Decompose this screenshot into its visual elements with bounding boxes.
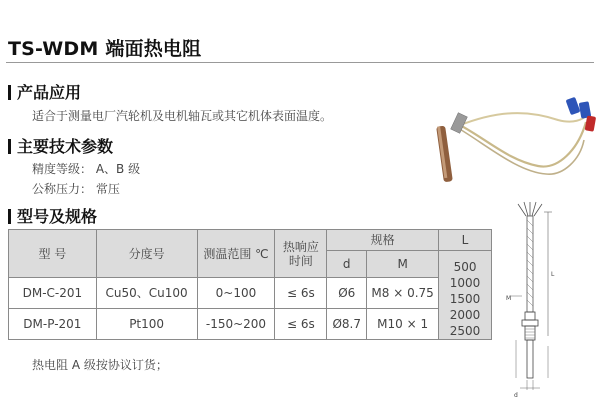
application-text: 适合于测量电厂汽轮机及电机轴瓦或其它机体表面温度。 bbox=[32, 109, 333, 123]
lead-wire bbox=[458, 122, 586, 167]
l-value: 2500 bbox=[449, 324, 481, 338]
lead-wire bbox=[458, 113, 588, 126]
section-heading-text: 型号及规格 bbox=[17, 207, 98, 226]
header-range: 测温范围 ℃ bbox=[197, 230, 275, 278]
header-response-line2: 时间 bbox=[288, 253, 313, 268]
section-heading-application bbox=[8, 80, 81, 103]
section-bar bbox=[8, 209, 11, 224]
l-value: 1000 bbox=[449, 276, 481, 290]
cell-m: M8 × 0.75 bbox=[367, 278, 439, 309]
technical-drawing bbox=[496, 196, 598, 404]
l-value: 500 bbox=[453, 260, 477, 274]
connector bbox=[566, 97, 581, 115]
header-spec: 规格 bbox=[327, 230, 439, 251]
dimension-m-label: M bbox=[506, 295, 512, 302]
cell-d: Ø6 bbox=[327, 278, 367, 309]
header-response-line1: 热响应 bbox=[282, 239, 319, 254]
section-heading-text: 产品应用 bbox=[17, 83, 82, 102]
section-bar bbox=[8, 139, 11, 154]
header-m: M bbox=[367, 251, 439, 278]
section-heading-models bbox=[8, 204, 97, 227]
l-value: 1500 bbox=[449, 292, 481, 306]
header-d: d bbox=[327, 251, 367, 278]
cell-response: ≤ 6s bbox=[275, 278, 327, 309]
cell-model: DM-C-201 bbox=[9, 278, 97, 309]
probe-body bbox=[527, 340, 533, 378]
cell-graduation: Pt100 bbox=[96, 309, 197, 340]
section-heading-specs bbox=[8, 134, 113, 157]
section-heading-text: 主要技术参数 bbox=[17, 137, 114, 156]
wire-ends bbox=[518, 202, 542, 216]
cell-m: M10 × 1 bbox=[367, 309, 439, 340]
thread-lines bbox=[525, 329, 535, 338]
header-graduation: 分度号 bbox=[96, 230, 197, 278]
page-title: TS-WDM 端面热电阻 bbox=[8, 38, 202, 60]
cable bbox=[527, 216, 533, 312]
header-response bbox=[275, 230, 327, 278]
title-divider bbox=[6, 62, 594, 63]
cell-model: DM-P-201 bbox=[9, 309, 97, 340]
cell-response: ≤ 6s bbox=[275, 309, 327, 340]
cell-range: -150~200 bbox=[197, 309, 275, 340]
header-l: L bbox=[439, 230, 492, 251]
order-note: 热电阻 A 级按协议订货； bbox=[32, 358, 168, 372]
hex-nut bbox=[522, 320, 538, 326]
table-row bbox=[9, 278, 492, 309]
dimension-l-label: L bbox=[551, 271, 555, 278]
l-values-cell bbox=[439, 251, 492, 340]
pressure-text: 公称压力： 常压 bbox=[32, 182, 120, 196]
table-row bbox=[9, 309, 492, 340]
header-model: 型 号 bbox=[9, 230, 97, 278]
cell-range: 0~100 bbox=[197, 278, 275, 309]
cell-d: Ø8.7 bbox=[327, 309, 367, 340]
product-photo bbox=[428, 80, 596, 198]
fitting-body bbox=[525, 312, 535, 320]
l-value: 2000 bbox=[449, 308, 481, 322]
section-bar bbox=[8, 85, 11, 100]
spec-table bbox=[8, 229, 492, 340]
accuracy-text: 精度等级： A、B 级 bbox=[32, 162, 141, 176]
cable-braid bbox=[527, 220, 533, 306]
cell-graduation: Cu50、Cu100 bbox=[96, 278, 197, 309]
dimension-d-label: d bbox=[514, 392, 518, 399]
